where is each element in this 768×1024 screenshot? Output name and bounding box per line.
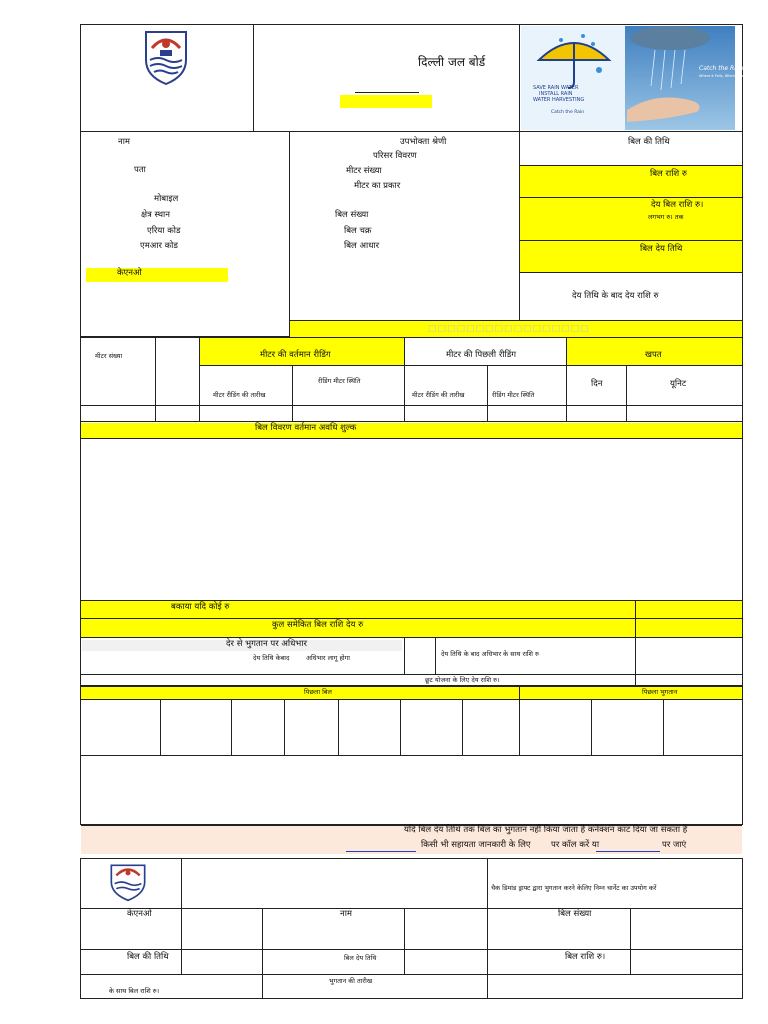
djb-logo-small: [106, 862, 150, 902]
bill-cycle-label: बिल चक्र: [344, 226, 372, 236]
bill-amount-label: बिल राशि रु: [650, 169, 687, 179]
consumer-category-label: उपभोक्ता श्रेणी: [400, 137, 447, 147]
charges-section-title: बिल विवरण वर्तमान अवधि शुल्क: [255, 423, 357, 433]
late-amount-label: देय तिथि के बाद अधिभार के साथ राशि रु: [441, 650, 539, 658]
rd-prev-date: मीटर रीडिंग की तारीख: [412, 391, 465, 399]
total-payable-label: कुल समेकित बिल राशि देय रु: [272, 620, 364, 630]
rain-harvest-poster: [521, 26, 747, 130]
org-name: दिल्ली जल बोर्ड: [418, 55, 486, 69]
cf-kno-label: केएनओ: [127, 909, 152, 919]
cf-name-label: नाम: [340, 909, 353, 919]
kno-highlight: [86, 268, 228, 282]
previous-bill-label: पिछला बिल: [304, 688, 332, 696]
garbled-text: □□□□□□□□□□□□□□□□□: [428, 324, 590, 334]
customer-zone-label: क्षेत्र स्थान: [141, 210, 170, 220]
cf-due-date-label: बिल देय तिथि: [344, 954, 377, 962]
late-after-due: देय तिथि केबाद: [253, 654, 290, 662]
rd-cur-date: मीटर रीडिंग की तारीख: [213, 391, 266, 399]
header-highlight: [340, 95, 432, 108]
customer-area-label: एरिया कोड: [147, 226, 181, 236]
customer-mr-label: एमआर कोड: [140, 241, 178, 251]
bill-date-label: बिल की तिथि: [628, 137, 670, 147]
rd-days: दिन: [591, 379, 603, 389]
after-due-amount-label: देय तिथि के बाद देय राशि रु: [572, 291, 659, 301]
poster-right-sub: Where it Falls, When it Falls: [699, 74, 747, 78]
bill-amount-box: [520, 166, 742, 197]
rd-meter-no: मीटर संख्या: [95, 352, 123, 360]
due-date-label: बिल देय तिथि: [640, 244, 683, 254]
djb-logo: [140, 26, 192, 86]
poster-line-3: WATER HARVESTING: [533, 97, 585, 103]
rd-previous-reading: मीटर की पिछली रीडिंग: [446, 350, 517, 360]
poster-right-title: Catch the Rain: [699, 65, 744, 72]
rd-consumption: खपत: [645, 350, 662, 360]
notice-line-2a: किसी भी सहायता जानकारी के लिए: [421, 840, 531, 850]
approx-amount-label: लगभग रु। तक: [648, 213, 684, 221]
payable-amount-box: [520, 198, 742, 240]
poster-line-2: INSTALL RAIN: [539, 91, 573, 97]
premises-label: परिसर विवरण: [373, 151, 417, 161]
cheque-instruction: चैक डिमांड ड्राफ्ट द्वारा भुगतान करने केलिए निम्न चार्नेट का उपयोग करें: [491, 884, 657, 892]
bill-number-label: बिल संख्या: [335, 210, 369, 220]
rd-current-reading: मीटर की वर्तमान रीडिंग: [260, 350, 331, 360]
previous-payment-label: पिछला भुगतान: [642, 688, 678, 696]
customer-name-label: नाम: [118, 137, 131, 147]
cf-bill-no-label: बिल संख्या: [558, 909, 592, 919]
cf-pay-date-label: भुगतान की तारीख: [329, 977, 373, 985]
rd-cur-status: रीडिंग मीटर स्थिति: [318, 377, 361, 385]
poster-tagline: Catch the Rain: [551, 110, 585, 115]
due-date-box: [520, 241, 742, 272]
counterfoil: [80, 858, 743, 999]
payable-amount-label: देय बिल राशि रु।: [651, 200, 704, 210]
rd-units: यूनिट: [670, 379, 687, 389]
notice-line-2c: पर जाएं: [662, 840, 687, 850]
notice-line-1: यदि बिल देय तिथि तक बिल का भुगतान नहीं किया जाता है कनेक्शन काट दिया जा सकता है: [404, 825, 688, 835]
arrears-label: बकाया यदि कोई रु: [171, 602, 230, 612]
rebate-label: छूट योजना के लिए देय राशि रु।: [425, 676, 500, 684]
customer-address-label: पता: [134, 165, 146, 175]
customer-mobile-label: मोबाइल: [154, 194, 179, 204]
cf-with-amount-label: के साथ बिल राशि रु।: [109, 987, 160, 995]
late-applicable: अधिभार लागू होगा: [306, 654, 350, 662]
late-payment-title: देर से भुगतान पर अधिभार: [226, 639, 307, 649]
rd-prev-status: रीडिंग मीटर स्थिति: [492, 391, 535, 399]
notice-line-2b: पर कॉल करें या: [551, 840, 600, 850]
meter-type-label: मीटर का प्रकार: [354, 181, 401, 191]
cf-bill-date-label: बिल की तिथि: [127, 952, 169, 962]
poster-line-1: SAVE RAIN WATER: [533, 85, 579, 91]
meter-number-label: मीटर संख्या: [346, 166, 382, 176]
customer-kno-label: केएनओ: [117, 268, 142, 278]
bill-basis-label: बिल आधार: [344, 241, 380, 251]
cf-amount-label: बिल राशि रु।: [565, 952, 606, 962]
